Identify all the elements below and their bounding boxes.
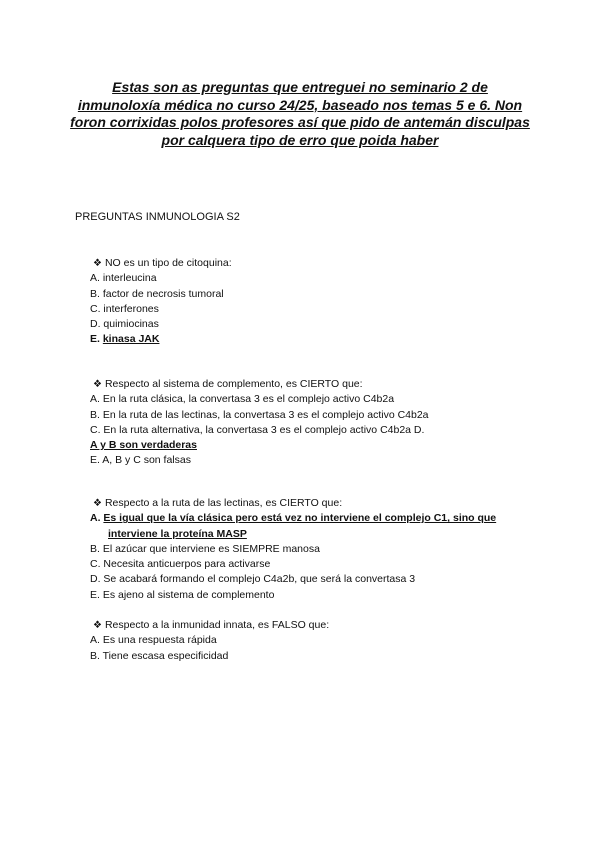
option-a: A. Es una respuesta rápida: [90, 634, 217, 647]
document-title: Estas son as preguntas que entreguei no seminario 2 de inmunoloxía médica no curso 24/25, baseado nos temas 5 e 6. Non foron corrixidas polos profesores así que pido de antemán disculpas por calquera tipo de erro que poida haber: [70, 79, 530, 148]
option-c: C. En la ruta alternativa, la convertasa 3 es el complejo activo C4b2a D.: [90, 423, 425, 436]
option-b: B. En la ruta de las lectinas, la convertasa 3 es el complejo activo C4b2a: [90, 408, 429, 421]
option-c: C. interferones: [90, 302, 159, 315]
option-c: C. Necesita anticuerpos para activarse: [90, 558, 271, 571]
section-title: PREGUNTAS INMUNOLOGIA S2: [75, 211, 240, 223]
question-3: [90, 496, 550, 603]
diamond-bullet-icon: ❖: [93, 258, 102, 269]
option-d-correct: A y B son verdaderas: [90, 439, 197, 452]
option-a-correct: A. Es igual que la vía clásica pero está vez no interviene el complejo C1, sino que interviene la proteína MASP: [90, 512, 497, 540]
diamond-bullet-icon: ❖: [93, 498, 102, 509]
question-stem: ❖ NO es un tipo de citoquina:: [93, 257, 232, 269]
diamond-bullet-icon: ❖: [93, 620, 102, 631]
option-a: A. En la ruta clásica, la convertasa 3 es el complejo activo C4b2a: [90, 393, 395, 406]
question-stem: ❖ Respecto a la ruta de las lectinas, es CIERTO que:: [93, 497, 343, 509]
option-d: D. Se acabará formando el complejo C4a2b, que será la convertasa 3: [90, 573, 416, 586]
option-e-correct: E. kinasa JAK: [90, 333, 160, 346]
option-b: B. El azúcar que interviene es SIEMPRE manosa: [90, 542, 320, 555]
question-4: [90, 618, 550, 664]
option-a: A. interleucina: [90, 272, 157, 285]
option-e: E. Es ajeno al sistema de complemento: [90, 588, 275, 601]
question-stem: ❖ Respecto a la inmunidad innata, es FALSO que:: [93, 619, 330, 631]
option-d: D. quimiocinas: [90, 318, 159, 331]
question-stem: ❖ Respecto al sistema de complemento, es CIERTO que:: [93, 378, 363, 390]
option-b: B. Tiene escasa especificidad: [90, 649, 229, 662]
question-2: [90, 377, 550, 469]
option-e: E. A, B y C son falsas: [90, 454, 191, 467]
diamond-bullet-icon: ❖: [93, 379, 102, 390]
question-1: [90, 256, 550, 348]
option-b: B. factor de necrosis tumoral: [90, 287, 224, 300]
